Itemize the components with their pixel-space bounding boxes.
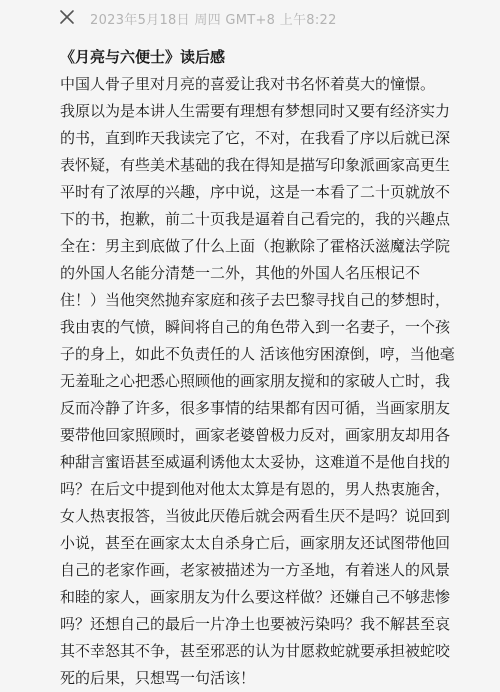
note-line: 和睦的家人，画家朋友为什么要这样做？还嫌自己不够悲惨: [60, 588, 451, 606]
note-line: 下的书，抱歉，前二十页我是逼着自己看完的，我的兴趣点: [60, 210, 451, 228]
note-line: 的书，直到昨天我读完了它，不对，在我看了序以后就已深: [60, 129, 451, 147]
note-line: 反而冷静了许多，很多事情的结果都有因可循，当画家朋友: [60, 399, 451, 417]
note-line: 女人热衷报答，当彼此厌倦后就会两看生厌不是吗？说回到: [60, 507, 451, 525]
note-line: 要带他回家照顾时，画家老婆曾极力反对，画家朋友却用各: [60, 426, 451, 444]
close-button[interactable]: [56, 6, 78, 28]
note-line: 的外国人名能分清楚一二外，其他的外国人名压根记不: [60, 264, 421, 282]
note-timestamp: 2023年5月18日 周四 GMT+8 上午8:22: [90, 13, 337, 28]
note-line: 吗？在后文中提到他对他太太算是有恩的，男人热衷施舍，: [60, 480, 451, 498]
note-line: 平时有了浓厚的兴趣，序中说，这是一本看了二十页就放不: [60, 183, 451, 201]
note-line: 种甜言蜜语甚至威逼利诱他太太妥协，这难道不是他自找的: [60, 453, 451, 471]
note-line: 子的身上，如此不负责任的人 活该他穷困潦倒，哼，当他毫: [60, 345, 455, 363]
close-icon: [56, 6, 78, 28]
note-line: 自己的老家作画，老家被描述为一方圣地，有着迷人的风景: [60, 561, 451, 579]
note-line: 吗？还想自己的最后一片净土也要被污染吗？我不解甚至哀: [60, 615, 451, 633]
note-line: 小说，甚至在画家太太自杀身亡后，画家朋友还试图带他回: [60, 534, 451, 552]
note-body[interactable]: [60, 44, 455, 692]
note-line: 死的后果，只想骂一句活该！: [60, 669, 256, 687]
note-line: 住！）当他突然抛弃家庭和孩子去巴黎寻找自己的梦想时，: [60, 291, 451, 309]
note-line: 其不幸怒其不争，甚至邪恶的认为甘愿救蛇就要承担被蛇咬: [60, 642, 451, 660]
note-line: 无羞耻之心把悉心照顾他的画家朋友搅和的家破人亡时，我: [60, 372, 451, 390]
note-title: 《月亮与六便士》读后感: [60, 48, 226, 66]
note-line: 我原以为是本讲人生需要有理想有梦想同时又要有经济实力: [60, 102, 451, 120]
note-header: [0, 0, 500, 36]
note-line: 中国人骨子里对月亮的喜爱让我对书名怀着莫大的憧憬。: [60, 75, 436, 93]
note-line: 表怀疑，有些美术基础的我在得知是描写印象派画家高更生: [60, 156, 451, 174]
note-line: 全在：男主到底做了什么上面（抱歉除了霍格沃滋魔法学院: [60, 237, 451, 255]
note-line: 我由衷的气愤，瞬间将自己的角色带入到一名妻子，一个孩: [60, 318, 451, 336]
